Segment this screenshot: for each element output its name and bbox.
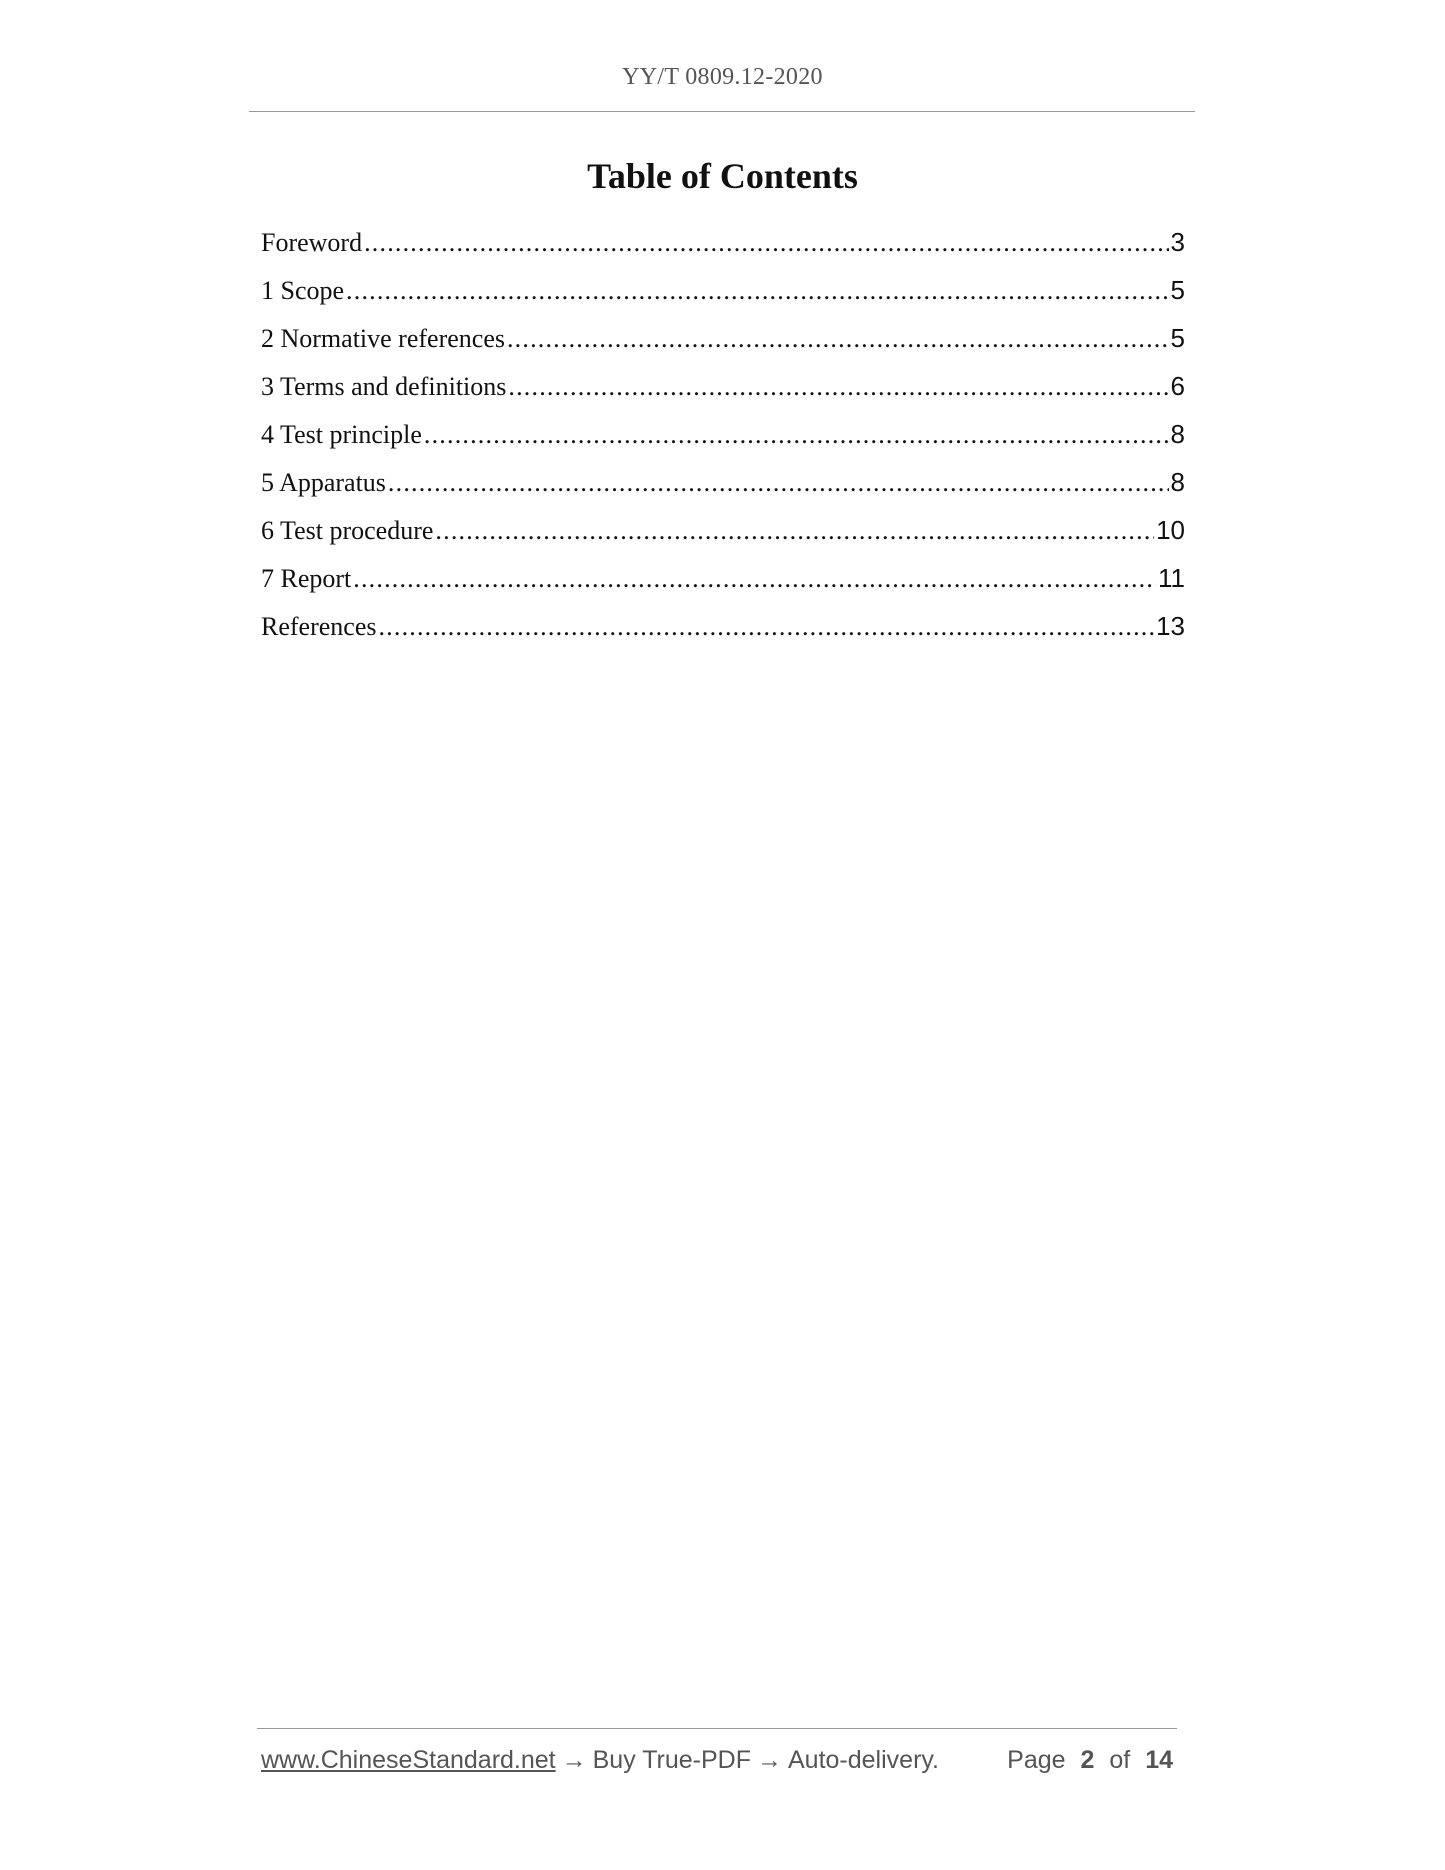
toc-entry-scope[interactable] (261, 272, 1185, 320)
toc-entry-foreword[interactable] (261, 224, 1185, 272)
toc-title: Table of Contents (587, 156, 858, 196)
toc-entry-page: 5 (1170, 275, 1185, 305)
toc-dot-leader (508, 369, 1168, 405)
toc-dot-leader (378, 609, 1154, 645)
toc-dot-leader (346, 273, 1168, 309)
arrow-right-icon: → (757, 1746, 782, 1774)
toc-dot-leader (364, 225, 1168, 261)
toc-entry-report[interactable] (261, 560, 1185, 608)
toc-entry-normative-references[interactable] (261, 320, 1185, 368)
arrow-right-icon: → (561, 1746, 587, 1774)
toc-entry-label: 3 Terms and definitions (261, 372, 507, 401)
footer-divider (257, 1728, 1177, 1729)
toc-dot-leader (353, 561, 1156, 597)
toc-entry-terms-and-definitions[interactable] (261, 368, 1185, 416)
of-word: of (1109, 1746, 1131, 1774)
toc-entry-label: 1 Scope (261, 276, 345, 305)
toc-entry-label: Foreword (261, 228, 363, 257)
toc-dot-leader (507, 321, 1169, 357)
toc-entry-test-procedure[interactable] (261, 512, 1185, 560)
toc-entry-page: 8 (1170, 467, 1185, 497)
buy-true-pdf-text: Buy True-PDF (592, 1746, 751, 1774)
current-page-number: 2 (1080, 1746, 1095, 1774)
toc-entry-label: 7 Report (261, 564, 352, 593)
toc-entry-page: 3 (1170, 227, 1185, 257)
toc-entry-page: 5 (1170, 323, 1185, 353)
toc-entry-test-principle[interactable] (261, 416, 1185, 464)
site-link[interactable]: www.ChineseStandard.net (261, 1746, 556, 1774)
toc-entry-label: 2 Normative references (261, 324, 505, 353)
toc-entry-page: 13 (1156, 611, 1185, 641)
footer-promo (261, 1746, 939, 1775)
page-word: Page (1007, 1746, 1066, 1774)
toc-dot-leader (388, 465, 1169, 501)
page-header-standard-code: YY/T 0809.12-2020 (622, 64, 823, 90)
toc-entry-label: 5 Apparatus (261, 468, 386, 497)
toc-entry-page: 10 (1156, 515, 1185, 545)
toc-entry-references[interactable] (261, 608, 1185, 656)
toc-entry-label: 4 Test principle (261, 420, 422, 449)
toc-entry-apparatus[interactable] (261, 464, 1185, 512)
page-counter (1003, 1746, 1177, 1775)
toc-dot-leader (435, 513, 1154, 549)
toc-entry-page: 8 (1170, 419, 1185, 449)
toc-entry-page: 11 (1158, 563, 1185, 593)
toc-entry-label: References (261, 612, 377, 641)
toc-list (261, 224, 1185, 656)
toc-entry-label: 6 Test procedure (261, 516, 434, 545)
auto-delivery-text: Auto-delivery. (788, 1746, 939, 1774)
toc-entry-page: 6 (1170, 371, 1185, 401)
toc-dot-leader (424, 417, 1169, 453)
page-footer (261, 1746, 1177, 1775)
header-divider (249, 111, 1195, 112)
total-pages-number: 14 (1145, 1746, 1173, 1774)
